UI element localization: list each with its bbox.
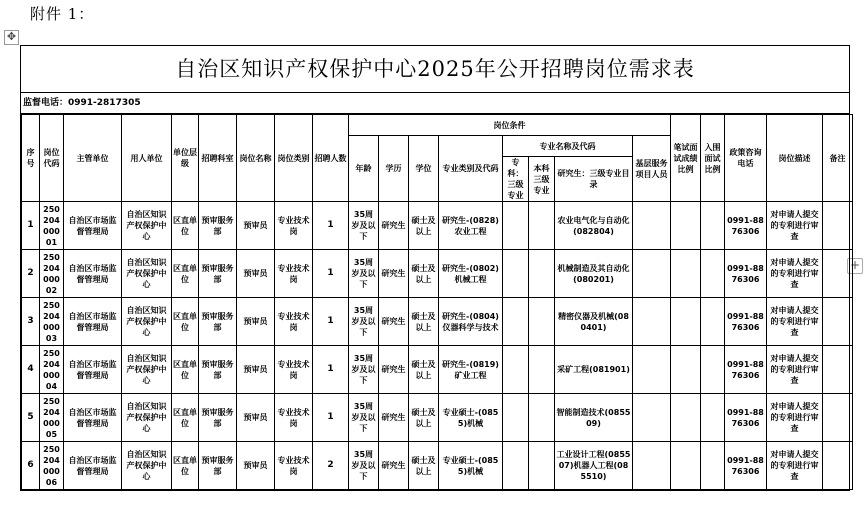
cell-age: 35周岁及以下 xyxy=(349,298,379,346)
cell-degree: 硕士及以上 xyxy=(409,298,439,346)
cell-major-cat: 专业硕士-(0855)机械 xyxy=(439,394,503,442)
cell-level: 区直单位 xyxy=(172,394,199,442)
cell-interview xyxy=(701,202,725,250)
cell-remark xyxy=(823,346,853,394)
header-grassroots: 基层服务项目人员 xyxy=(633,136,671,202)
cell-edu: 研究生 xyxy=(379,298,409,346)
cell-name: 预审员 xyxy=(237,250,275,298)
cell-seq: 6 xyxy=(22,442,40,490)
header-post-type: 岗位类别 xyxy=(275,115,313,202)
cell-remark xyxy=(823,202,853,250)
cell-count: 1 xyxy=(313,346,349,394)
cell-type: 专业技术岗 xyxy=(275,394,313,442)
cell-degree: 硕士及以上 xyxy=(409,346,439,394)
cell-grassroots xyxy=(633,394,671,442)
cell-desc: 对申请人提交的专利进行审查 xyxy=(767,346,823,394)
cell-grassroots xyxy=(633,250,671,298)
cell-desc: 对申请人提交的专利进行审查 xyxy=(767,442,823,490)
cell-major-cat: 研究生-(0804)仪器科学与技术 xyxy=(439,298,503,346)
cell-written xyxy=(671,250,701,298)
header-seq: 序号 xyxy=(22,115,40,202)
table-row xyxy=(22,202,853,250)
cell-level: 区直单位 xyxy=(172,346,199,394)
supervision-phone: 监督电话：0991-2817305 xyxy=(21,93,849,114)
cell-seq: 2 xyxy=(22,250,40,298)
cell-code: 25020400001 xyxy=(40,202,64,250)
cell-authority: 自治区市场监督管理局 xyxy=(64,202,122,250)
cell-count: 1 xyxy=(313,202,349,250)
cell-degree: 硕士及以上 xyxy=(409,250,439,298)
cell-major-cat: 专业硕士-(0855)机械 xyxy=(439,442,503,490)
header-bachelor: 本科三级专业 xyxy=(529,157,555,202)
cell-grassroots xyxy=(633,202,671,250)
header-dept: 招聘科室 xyxy=(199,115,237,202)
cell-count: 2 xyxy=(313,442,349,490)
cell-edu: 研究生 xyxy=(379,394,409,442)
cell-authority: 自治区市场监督管理局 xyxy=(64,394,122,442)
cell-desc: 对申请人提交的专利进行审查 xyxy=(767,394,823,442)
cell-grad: 农业电气化与自动化(082804) xyxy=(555,202,633,250)
cell-desc: 对申请人提交的专利进行审查 xyxy=(767,250,823,298)
cell-employer: 自治区知识产权保护中心 xyxy=(122,250,172,298)
cell-authority: 自治区市场监督管理局 xyxy=(64,346,122,394)
cell-phone: 0991-8876306 xyxy=(725,298,767,346)
cell-grad: 精密仪器及机械(080401) xyxy=(555,298,633,346)
cell-grad: 智能制造技术(085509) xyxy=(555,394,633,442)
table-row xyxy=(22,394,853,442)
cell-major-cat: 研究生-(0819)矿业工程 xyxy=(439,346,503,394)
cell-grad: 工业设计工程(085507)机器人工程(085510) xyxy=(555,442,633,490)
cell-age: 35周岁及以下 xyxy=(349,442,379,490)
cell-grad: 机械制造及其自动化(080201) xyxy=(555,250,633,298)
cell-bachelor xyxy=(529,394,555,442)
cell-name: 预审员 xyxy=(237,394,275,442)
cell-code: 25020400005 xyxy=(40,394,64,442)
cell-edu: 研究生 xyxy=(379,346,409,394)
cell-interview xyxy=(701,442,725,490)
cell-seq: 3 xyxy=(22,298,40,346)
header-remark: 备注 xyxy=(823,115,853,202)
cell-dept: 预审服务部 xyxy=(199,346,237,394)
cell-interview xyxy=(701,394,725,442)
cell-count: 1 xyxy=(313,394,349,442)
cell-age: 35周岁及以下 xyxy=(349,394,379,442)
cell-written xyxy=(671,442,701,490)
cell-count: 1 xyxy=(313,298,349,346)
cell-college xyxy=(503,250,529,298)
cell-code: 25020400006 xyxy=(40,442,64,490)
page-title: 自治区知识产权保护中心2025年公开招聘岗位需求表 xyxy=(21,46,849,93)
cell-level: 区直单位 xyxy=(172,202,199,250)
cell-grassroots xyxy=(633,298,671,346)
cell-edu: 研究生 xyxy=(379,250,409,298)
cell-grassroots xyxy=(633,346,671,394)
cell-bachelor xyxy=(529,202,555,250)
cell-code: 25020400004 xyxy=(40,346,64,394)
cell-code: 25020400003 xyxy=(40,298,64,346)
cell-written xyxy=(671,202,701,250)
cell-college xyxy=(503,442,529,490)
cell-authority: 自治区市场监督管理局 xyxy=(64,442,122,490)
header-interview-ratio: 入围面试比例 xyxy=(701,115,725,202)
cell-degree: 硕士及以上 xyxy=(409,394,439,442)
cell-name: 预审员 xyxy=(237,298,275,346)
cell-dept: 预审服务部 xyxy=(199,250,237,298)
cell-dept: 预审服务部 xyxy=(199,202,237,250)
cell-level: 区直单位 xyxy=(172,298,199,346)
header-major-name: 专业名称及代码 xyxy=(503,136,633,157)
cell-age: 35周岁及以下 xyxy=(349,202,379,250)
header-major-category: 专业类别及代码 xyxy=(439,136,503,202)
table-row xyxy=(22,346,853,394)
cell-remark xyxy=(823,298,853,346)
cell-desc: 对申请人提交的专利进行审查 xyxy=(767,298,823,346)
cell-remark xyxy=(823,250,853,298)
cell-major-cat: 研究生-(0828)农业工程 xyxy=(439,202,503,250)
cell-name: 预审员 xyxy=(237,442,275,490)
cell-code: 25020400002 xyxy=(40,250,64,298)
cell-degree: 硕士及以上 xyxy=(409,202,439,250)
cell-bachelor xyxy=(529,298,555,346)
cell-dept: 预审服务部 xyxy=(199,442,237,490)
cell-bachelor xyxy=(529,442,555,490)
cell-major-cat: 研究生-(0802)机械工程 xyxy=(439,250,503,298)
cell-employer: 自治区知识产权保护中心 xyxy=(122,298,172,346)
cell-grad: 采矿工程(081901) xyxy=(555,346,633,394)
cell-edu: 研究生 xyxy=(379,202,409,250)
cell-written xyxy=(671,346,701,394)
cell-bachelor xyxy=(529,250,555,298)
cell-desc: 对申请人提交的专利进行审查 xyxy=(767,202,823,250)
cell-college xyxy=(503,346,529,394)
cell-name: 预审员 xyxy=(237,202,275,250)
cell-name: 预审员 xyxy=(237,346,275,394)
cell-seq: 1 xyxy=(22,202,40,250)
header-edu: 学历 xyxy=(379,136,409,202)
cell-type: 专业技术岗 xyxy=(275,298,313,346)
header-conditions: 岗位条件 xyxy=(349,115,671,136)
header-post-code: 岗位代码 xyxy=(40,115,64,202)
cell-employer: 自治区知识产权保护中心 xyxy=(122,442,172,490)
table-row xyxy=(22,442,853,490)
header-post-desc: 岗位描述 xyxy=(767,115,823,202)
cell-authority: 自治区市场监督管理局 xyxy=(64,298,122,346)
add-column-icon[interactable]: + xyxy=(847,258,863,274)
cell-type: 专业技术岗 xyxy=(275,346,313,394)
cell-employer: 自治区知识产权保护中心 xyxy=(122,394,172,442)
cell-college xyxy=(503,394,529,442)
header-employer: 用人单位 xyxy=(122,115,172,202)
cell-employer: 自治区知识产权保护中心 xyxy=(122,346,172,394)
cell-age: 35周岁及以下 xyxy=(349,250,379,298)
cell-phone: 0991-8876306 xyxy=(725,346,767,394)
cell-count: 1 xyxy=(313,250,349,298)
cell-edu: 研究生 xyxy=(379,442,409,490)
cell-type: 专业技术岗 xyxy=(275,202,313,250)
cell-bachelor xyxy=(529,346,555,394)
cell-level: 区直单位 xyxy=(172,250,199,298)
table-row xyxy=(22,250,853,298)
table-row xyxy=(22,298,853,346)
cell-type: 专业技术岗 xyxy=(275,250,313,298)
cell-seq: 4 xyxy=(22,346,40,394)
cell-phone: 0991-8876306 xyxy=(725,202,767,250)
header-authority: 主管单位 xyxy=(64,115,122,202)
cell-interview xyxy=(701,346,725,394)
cell-grassroots xyxy=(633,442,671,490)
cell-remark xyxy=(823,442,853,490)
cell-phone: 0991-8876306 xyxy=(725,442,767,490)
header-degree: 学位 xyxy=(409,136,439,202)
cell-seq: 5 xyxy=(22,394,40,442)
cell-phone: 0991-8876306 xyxy=(725,394,767,442)
header-college-spec: 专科：三级专业 xyxy=(503,157,529,202)
header-count: 招聘人数 xyxy=(313,115,349,202)
header-age: 年龄 xyxy=(349,136,379,202)
cell-degree: 硕士及以上 xyxy=(409,442,439,490)
header-grad: 研究生：三级专业目录 xyxy=(555,157,633,202)
table-body xyxy=(22,115,853,490)
cell-remark xyxy=(823,394,853,442)
cell-interview xyxy=(701,250,725,298)
header-row-1 xyxy=(22,115,853,136)
header-policy-phone: 政策咨询电话 xyxy=(725,115,767,202)
cell-written xyxy=(671,298,701,346)
cell-employer: 自治区知识产权保护中心 xyxy=(122,202,172,250)
header-unit-level: 单位层级 xyxy=(172,115,199,202)
header-written-ratio: 笔试面试成绩比例 xyxy=(671,115,701,202)
cell-dept: 预审服务部 xyxy=(199,298,237,346)
cell-college xyxy=(503,298,529,346)
header-post-name: 岗位名称 xyxy=(237,115,275,202)
positions-table xyxy=(21,114,853,490)
table-move-handle[interactable]: ✥ xyxy=(4,30,19,45)
cell-written xyxy=(671,394,701,442)
recruitment-table-sheet xyxy=(20,45,850,491)
cell-dept: 预审服务部 xyxy=(199,394,237,442)
cell-phone: 0991-8876306 xyxy=(725,250,767,298)
cell-level: 区直单位 xyxy=(172,442,199,490)
cell-type: 专业技术岗 xyxy=(275,442,313,490)
cell-age: 35周岁及以下 xyxy=(349,346,379,394)
cell-interview xyxy=(701,298,725,346)
cell-college xyxy=(503,202,529,250)
cell-authority: 自治区市场监督管理局 xyxy=(64,250,122,298)
attachment-label: 附件 1： xyxy=(30,5,95,23)
